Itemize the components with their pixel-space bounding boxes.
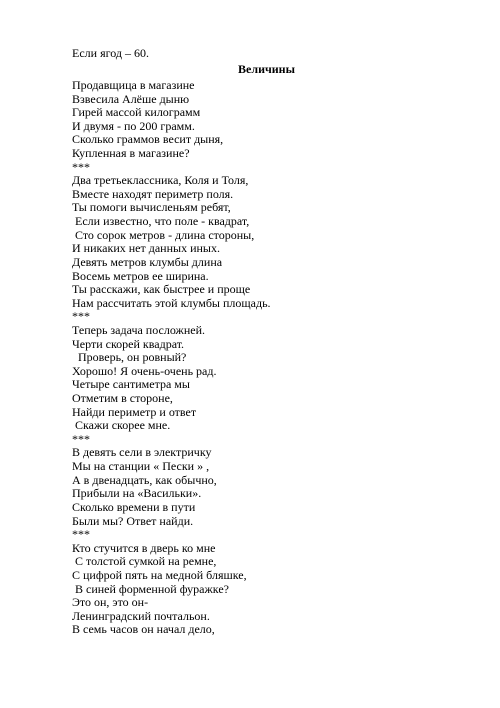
text-line: Кто стучится в дверь ко мне <box>72 540 216 555</box>
text-line: В девять сели в электричку <box>72 445 212 460</box>
text-line: Взвесила Алёше дыню <box>72 91 190 106</box>
page-title: Величины <box>238 62 295 76</box>
text-line: Найди периметр и ответ <box>72 404 197 419</box>
text-line: Ленинградский почтальон. <box>72 608 210 623</box>
text-line: Ты помоги вычисленьям ребят, <box>72 200 231 215</box>
text-line: Если известно, что поле - квадрат, <box>72 214 250 229</box>
text-line: Прибыли на «Васильки». <box>72 486 202 501</box>
text-line: С толстой сумкой на ремне, <box>72 554 217 569</box>
text-line: С цифрой пять на медной бляшке, <box>72 567 247 582</box>
text-line: Сколько времени в пути <box>72 499 196 514</box>
text-line: Сколько граммов весит дыня, <box>72 132 224 147</box>
text-line: И двумя - по 200 грамм. <box>72 118 195 133</box>
text-line: Это он, это он- <box>72 595 149 610</box>
text-line: Черти скорей квадрат. <box>72 336 185 351</box>
section-separator: *** <box>72 431 90 446</box>
text-line: И никаких нет данных иных. <box>72 241 220 256</box>
text-line: Четыре сантиметра мы <box>72 377 190 392</box>
text-line: А в двенадцать, как обычно, <box>72 472 217 487</box>
text-line: Отметим в стороне, <box>72 391 173 406</box>
text-line: Ты расскажи, как быстрее и проще <box>72 282 251 297</box>
poem-text <box>72 79 271 637</box>
text-line: Были мы? Ответ найди. <box>72 513 194 528</box>
text-line: В синей форменной фуражке? <box>72 581 229 596</box>
previous-answer-line: Если ягод – 60. <box>72 46 149 60</box>
text-line: Вместе находят периметр поля. <box>72 186 234 201</box>
text-line: Гирей массой килограмм <box>72 105 201 120</box>
section-separator: *** <box>72 159 90 174</box>
text-line: Девять метров клумбы длина <box>72 254 223 269</box>
text-line: Хорошо! Я очень-очень рад. <box>72 363 217 378</box>
text-line: Два третьеклассника, Коля и Толя, <box>72 173 249 188</box>
text-line: Скажи скорее мне. <box>72 418 171 433</box>
text-line: Купленная в магазине? <box>72 146 190 161</box>
text-line: Продавщица в магазине <box>72 78 195 92</box>
text-line: Нам рассчитать этой клумбы площадь. <box>72 295 271 310</box>
text-line: Восемь метров ее ширина. <box>72 268 209 283</box>
section-separator: *** <box>72 527 90 542</box>
section-separator: *** <box>72 309 90 324</box>
text-line: В семь часов он начал дело, <box>72 622 215 637</box>
text-line: Проверь, он ровный? <box>72 350 187 365</box>
text-line: Мы на станции « Пески » , <box>72 459 210 474</box>
text-line: Сто сорок метров - длина стороны, <box>72 227 255 242</box>
text-line: Теперь задача посложней. <box>72 322 205 337</box>
